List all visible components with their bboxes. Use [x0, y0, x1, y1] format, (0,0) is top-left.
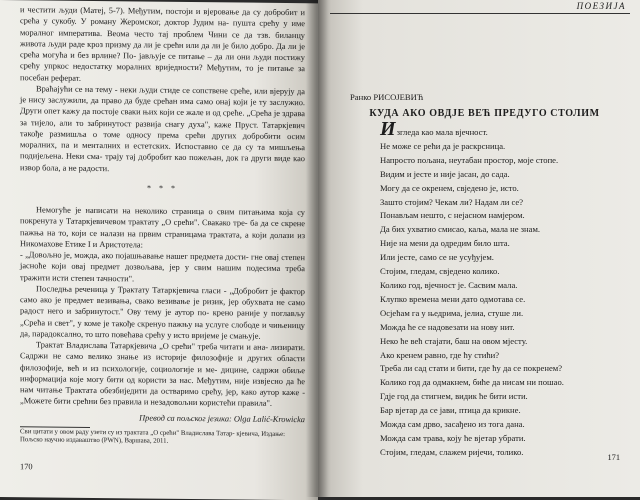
paragraph: Последња реченица у Трактату Татаркјевича гласи - „Добробит је фактор само ако је предмет везивања, свако везивање је ризик, јер обухвата не само радост него и забринутост." Ову тему је аутор по- крено раније у поглављу „Срећа и свет", у коме је такође скренуо пажњу на услуге слободе и чињеницу да, парадоксално, то што повећава срећу у исто вријеме је смањује.: [20, 284, 305, 341]
paragraph: и честити људи (Матеј, 5-7). Међутим, постоји и вјеровање да су добробит и срећа у сукобу. У роману Жеромског, доктор Јудим на- пушта срећу у име моралног императива. Веома често тај проблем Чини се да тзв. биланцу живота људи раде кроз призму да ли је срећн или да ли је било добро. Да ли је срећа могућа и без врлине? По- јављује се питање – да ли они људи постижу срећу упркос недостатку моралних вриједности? Међутим, то је питање за посебан реферат.: [20, 5, 305, 83]
translation-credit: Превод са пољског језика: Olga Lalić-Krowicka: [139, 413, 305, 425]
drop-cap: И: [380, 118, 396, 140]
poem-line: Могу да се окренем, свједено је, исто.: [380, 182, 519, 193]
poem-title: КУДА АКО ОВДЈЕ ВЕЋ ПРЕДУГО СТОЛИМ: [369, 108, 600, 119]
poem-line: Стојим, гледам, слажем ријечи, толико.: [380, 446, 524, 457]
poem-line: Можда сам дрво, засађено из тога дана.: [380, 419, 525, 430]
footnote: Сви цитати у овом раду узети су из трактата „О срећи" Владислава Татар- кјевича, Издање: Пољско научно издаваштво (PWN), Варшава, 2011.: [20, 428, 286, 446]
paragraph: Трактат Владислава Татаркјевича „О срећи" треба читати и ана- лизирати. Садржи не само велико знање из историје филозофије и других области филозофије, већ и из психологије, социологије и ме- дицине, садржи обиље информација које могу бити од користи за нас. Међутим, није извјесно да ће нам читање Трактата обезбиједити да остваримо срећу, јер, како аутор каже - „Можете бити срећни без правила и незадовољни користећи правила".: [20, 340, 305, 409]
poem-line: Осјећам га у њедрима, јелиа, стуше ли.: [380, 307, 524, 318]
poem-line: Или јесте, само се не усуђујем.: [380, 252, 494, 263]
poem-line: Можда сам трава, коју ће вјетар убрати.: [380, 432, 526, 443]
poem-line: Колико год, вјечност је. Сасвим мала.: [380, 279, 518, 290]
poem-line: Напросто пољана, неутабан простор, моје стопе.: [380, 154, 559, 165]
paragraph: Враћајући се на тему - неки људи стиде се сопствене среће, или вјерују да је нису заслужили, да право да буде срећан има само онај који је ту заслужио. Други опет кажу да постоје сваки њих који се жале и од среће. „Срећа је здрава за тијело, али то забринутост развија снагу духа", каже Пруст. Татаркјевич такође размишља о томе односу према срећи других добробити осим моралних, па и менталних и естетских. Испоставио се да су та мишљења подијељена. Неки сма- трају тај добробит као пожељан, док га други виде као извор бола, а не радости.: [20, 84, 305, 173]
poem-line: Није на мени да одредим било шта.: [380, 238, 510, 249]
book-gutter: [306, 0, 328, 497]
poem-line: Понављам нешто, с нејасном намјером.: [380, 210, 525, 221]
paragraph: Немогуће је написати на неколико страница о свим питањима која су покренута у Татаркјевичевом трактату „О срећи". Свакако тре- ба да се скрене пажња на то, који се налази на првим страницама трактата, а који долази из Никомахове Етике I и Аристотела:: [20, 205, 305, 250]
block-quote: - „Довољно је, можда, ако појашњавање нашег предмета дости- гне овај степен јасноће који овај предмет дозвољава, јер у свим нашим подесима треба тражити исти степен тачности".: [20, 250, 305, 283]
header-rule: [330, 13, 630, 14]
poem-line: Не може се рећи да је раскрсница.: [380, 140, 506, 151]
section-separator: * * *: [147, 183, 178, 193]
poem-line: Стојим, гледам, свједено колико.: [380, 266, 500, 277]
section-title: ПОЕЗИЈА: [576, 1, 626, 11]
poem-line: Клупко времена мени дато одмотава се.: [380, 293, 526, 304]
poem-author: Ранко РИСОЈЕВИЋ: [350, 92, 424, 102]
poem-line: Видим и јесте и није јасан, до сада.: [380, 168, 510, 179]
poem-line: Колико год да одмакнем, биће да нисам ни пошао.: [380, 377, 564, 388]
poem-line: Да бих ухватио смисао, каља, мала не знам.: [380, 224, 541, 235]
poem-line: Гдје год да стигнем, видик ће бити исти.: [380, 391, 528, 402]
poem-line: Ако кренем равно, где ћу стићи?: [380, 349, 500, 360]
left-page-body: [20, 4, 305, 409]
page-number-right: 171: [607, 453, 620, 462]
poem-body: [380, 118, 630, 460]
poem-line: Бар вјетар да се јави, птица да крикне.: [380, 405, 521, 416]
left-page: [0, 0, 318, 500]
poem-line: Можда ће се надовезати на нову нит.: [380, 321, 515, 332]
poem-line: Треба ли сад стати и бити, где ћу да се покренем?: [380, 363, 563, 374]
poem-line: Зашто стојим? Чекам ли? Надам ли се?: [380, 196, 524, 207]
poem-line-first: [380, 118, 630, 140]
poem-line: Неко ће већ стајати, баш на овом мјесту.: [380, 335, 528, 346]
first-line-rest: згледа као мала вјечност.: [396, 127, 488, 137]
page-number-left: 170: [20, 462, 33, 472]
